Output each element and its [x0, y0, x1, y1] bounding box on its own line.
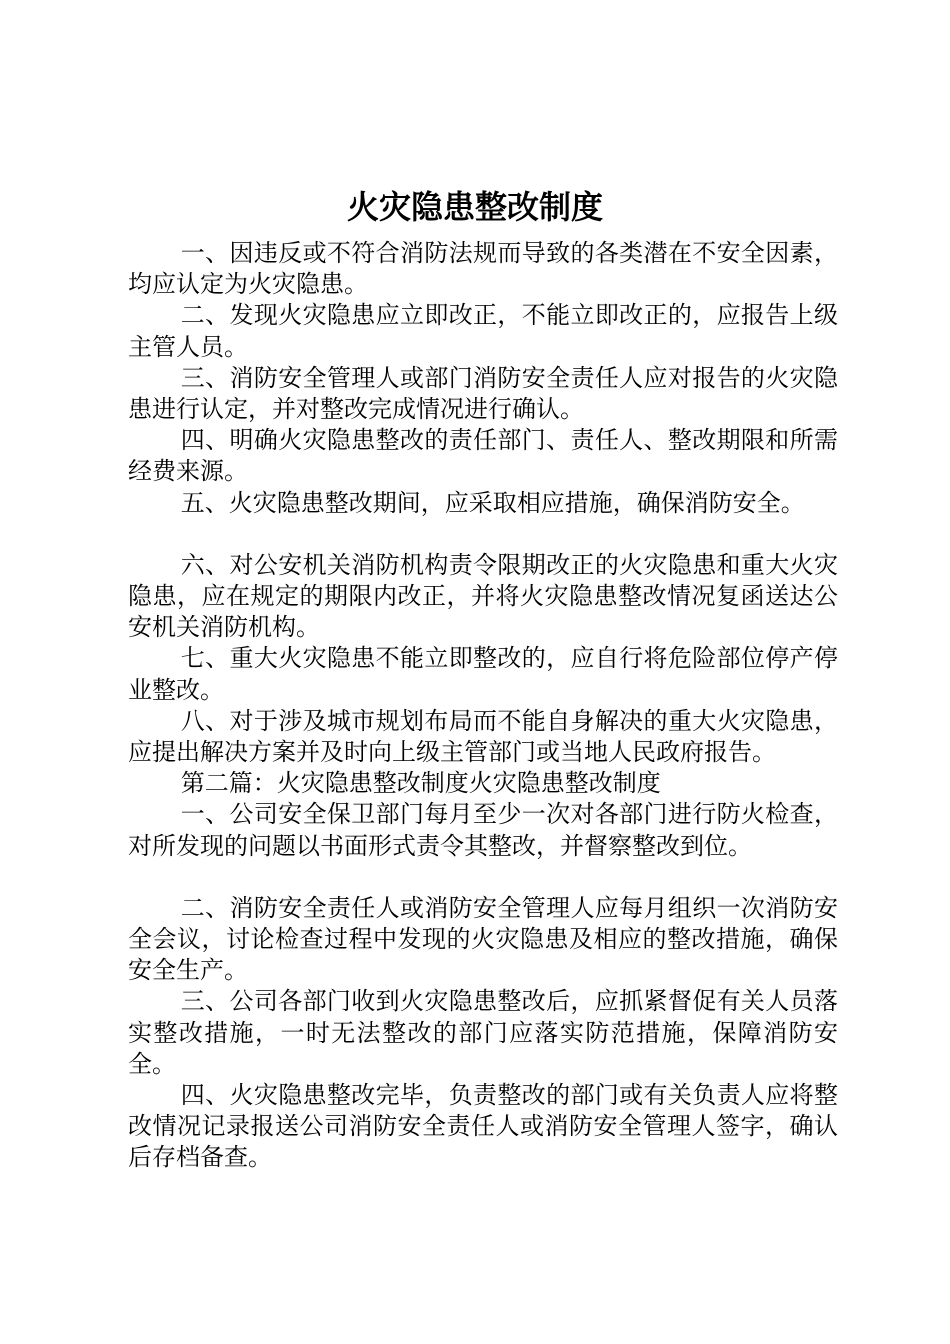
document-body [128, 238, 838, 1174]
document-title: 火灾隐患整改制度 [346, 188, 603, 226]
paragraph: 二、发现火灾隐患应立即改正，不能立即改正的，应报告上级主管人员。 [128, 301, 838, 361]
paragraph: 三、公司各部门收到火灾隐患整改后，应抓紧督促有关人员落实整改措施，一时无法整改的部门应落实防范措施，保障消防安全。 [128, 987, 838, 1078]
paragraph: 四、明确火灾隐患整改的责任部门、责任人、整改期限和所需经费来源。 [128, 426, 838, 486]
paragraph: 一、公司安全保卫部门每月至少一次对各部门进行防火检查，对所发现的问题以书面形式责令其整改，并督察整改到位。 [128, 800, 838, 860]
paragraph: 八、对于涉及城市规划布局而不能自身解决的重大火灾隐患，应提出解决方案并及时向上级主管部门或当地人民政府报告。 [128, 706, 838, 767]
paragraph: 七、重大火灾隐患不能立即整改的，应自行将危险部位停产停业整改。 [128, 644, 838, 704]
paragraph: 一、因违反或不符合消防法规而导致的各类潜在不安全因素，均应认定为火灾隐患。 [128, 239, 838, 299]
paragraph: 五、火灾隐患整改期间，应采取相应措施，确保消防安全。 [180, 488, 805, 517]
paragraph: 三、消防安全管理人或部门消防安全责任人应对报告的火灾隐患进行认定，并对整改完成情况进行确认。 [128, 363, 838, 424]
paragraph: 二、消防安全责任人或消防安全管理人应每月组织一次消防安全会议，讨论检查过程中发现的火灾隐患及相应的整改措施，确保安全生产。 [128, 893, 838, 985]
section-heading: 第二篇：火灾隐患整改制度火灾隐患整改制度 [180, 769, 661, 798]
paragraph: 四、火灾隐患整改完毕，负责整改的部门或有关负责人应将整改情况记录报送公司消防安全责任人或消防安全管理人签字，确认后存档备查。 [128, 1081, 838, 1172]
paragraph: 六、对公安机关消防机构责令限期改正的火灾隐患和重大火灾隐患，应在规定的期限内改正，并将火灾隐患整改情况复函送达公安机关消防机构。 [128, 550, 838, 642]
